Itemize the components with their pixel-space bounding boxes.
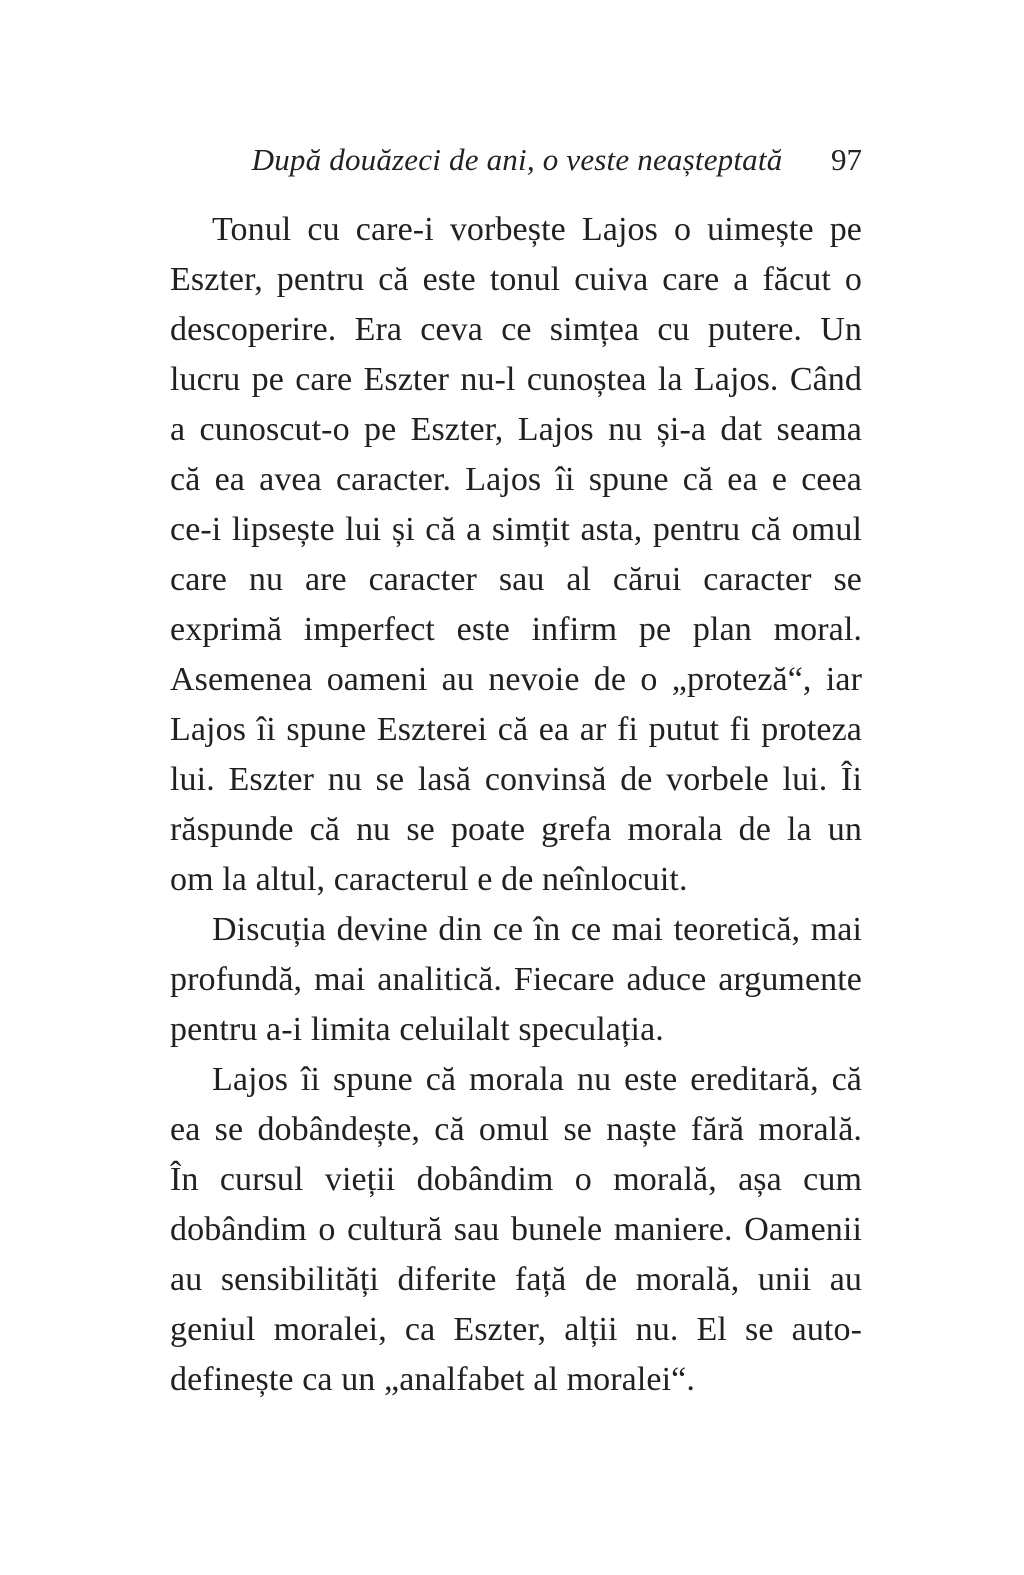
- paragraph-3: [170, 1055, 862, 1405]
- text-line: În cursul vieții dobândim o morală, așa cum: [170, 1161, 862, 1198]
- text-line: exprimă imperfect este infirm pe plan moral.: [170, 611, 862, 648]
- text-line: descoperire. Era ceva ce simțea cu putere. Un: [170, 311, 862, 348]
- text-line: Lajos îi spune că morala nu este ereditară, că: [212, 1061, 862, 1098]
- text-line: om la altul, caracterul e de neînlocuit.: [170, 861, 688, 898]
- text-line: ce-i lipsește lui și că a simțit asta, pentru că omul: [170, 511, 862, 548]
- text-line: lui. Eszter nu se lasă convinsă de vorbele lui. Îi: [170, 761, 862, 798]
- paragraph-2: [170, 905, 862, 1055]
- text-line: care nu are caracter sau al cărui caracter se: [170, 561, 862, 598]
- text-line: Eszter, pentru că este tonul cuiva care a făcut o: [170, 261, 862, 298]
- text-line: răspunde că nu se poate grefa morala de la un: [170, 811, 862, 848]
- text-line: pentru a-i limita celuilalt speculația.: [170, 1011, 664, 1048]
- text-line: a cunoscut-o pe Eszter, Lajos nu și-a dat seama: [170, 411, 862, 448]
- text-line: definește ca un „analfabet al moralei“.: [170, 1361, 695, 1398]
- text-line: geniul moralei, ca Eszter, alții nu. El se auto-: [170, 1311, 862, 1348]
- text-line: Asemenea oameni au nevoie de o „proteză“, iar: [170, 661, 862, 698]
- running-head-title: După douăzeci de ani, o veste neașteptată: [251, 142, 783, 177]
- page-header: [172, 140, 862, 180]
- text-line: Lajos îi spune Eszterei că ea ar fi putut fi proteza: [170, 711, 862, 748]
- body-text: [170, 205, 862, 1405]
- text-line: au sensibilități diferite față de morală, unii au: [170, 1261, 862, 1298]
- text-line: că ea avea caracter. Lajos îi spune că ea e ceea: [170, 461, 862, 498]
- text-line: lucru pe care Eszter nu-l cunoștea la Lajos. Când: [170, 361, 862, 398]
- text-line: dobândim o cultură sau bunele maniere. Oamenii: [170, 1211, 862, 1248]
- text-line: profundă, mai analitică. Fiecare aduce argumente: [170, 961, 862, 998]
- paragraph-1: [170, 205, 862, 905]
- text-line: Tonul cu care-i vorbește Lajos o uimește pe: [212, 211, 862, 248]
- page-number: 97: [831, 142, 862, 177]
- text-line: ea se dobândește, că omul se naște fără morală.: [170, 1111, 862, 1148]
- text-line: Discuția devine din ce în ce mai teoretică, mai: [212, 911, 862, 948]
